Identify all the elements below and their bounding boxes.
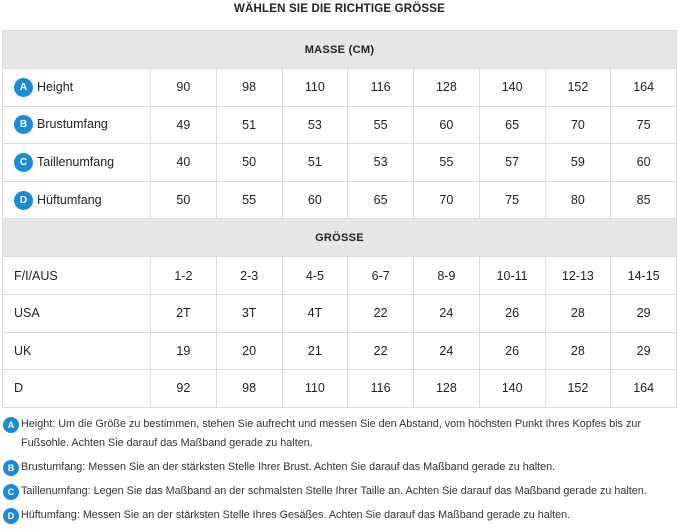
table-row-uk [3, 332, 677, 370]
table-cell: 21 [282, 332, 348, 370]
table-cell: 116 [348, 370, 414, 408]
size-chart-table [2, 30, 677, 408]
table-cell: 2T [151, 294, 217, 332]
table-cell: 1-2 [151, 257, 217, 295]
table-cell: 152 [545, 69, 611, 107]
table-cell: 110 [282, 370, 348, 408]
table-cell: 24 [414, 332, 480, 370]
row-label: UK [3, 332, 151, 370]
section-header-sizes [3, 219, 677, 257]
row-label [3, 69, 151, 107]
table-cell: 28 [545, 332, 611, 370]
table-cell: 28 [545, 294, 611, 332]
table-cell: 70 [414, 181, 480, 219]
table-cell: 140 [479, 370, 545, 408]
table-row-usa [3, 294, 677, 332]
table-cell: 164 [611, 69, 677, 107]
table-cell: 57 [479, 144, 545, 182]
table-cell: 164 [611, 370, 677, 408]
table-cell: 59 [545, 144, 611, 182]
letter-badge-d-icon: D [14, 191, 33, 210]
letter-badge-b-icon: B [14, 115, 33, 134]
table-cell: 24 [414, 294, 480, 332]
table-cell: 22 [348, 294, 414, 332]
row-label: D [3, 370, 151, 408]
row-label-text: Height [37, 79, 74, 94]
table-cell: 90 [151, 69, 217, 107]
note-text: Height: Um die Größe zu bestimmen, stehen Sie aufrecht und messen Sie den Abstand, vom höchsten Punkt Ihres Kopfes bis zur Fußsohle. Achten Sie darauf das Maßband gerade zu halten. [21, 418, 641, 449]
table-row-hueftumfang [3, 181, 677, 219]
table-row-d [3, 370, 677, 408]
table-cell: 4-5 [282, 257, 348, 295]
table-cell: 140 [479, 69, 545, 107]
row-label: F/I/AUS [3, 257, 151, 295]
table-cell: 60 [611, 144, 677, 182]
row-label-text: Hüftumfang [37, 192, 102, 207]
section-title-measures: MASSE (CM) [3, 31, 677, 69]
table-cell: 152 [545, 370, 611, 408]
table-cell: 20 [216, 332, 282, 370]
note-item-a [3, 415, 677, 453]
table-cell: 40 [151, 144, 217, 182]
row-label [3, 106, 151, 144]
table-cell: 55 [216, 181, 282, 219]
note-text: Brustumfang: Messen Sie an der stärksten Stelle Ihrer Brust. Achten Sie darauf das Maßband gerade zu halten. [21, 461, 556, 473]
row-label-text: Taillenumfang [37, 154, 115, 169]
table-cell: 26 [479, 332, 545, 370]
table-cell: 10-11 [479, 257, 545, 295]
table-cell: 116 [348, 69, 414, 107]
letter-badge-a-icon: A [14, 78, 33, 97]
row-label-text: Brustumfang [37, 117, 108, 132]
table-cell: 53 [348, 144, 414, 182]
table-cell: 65 [348, 181, 414, 219]
table-cell: 51 [216, 106, 282, 144]
table-cell: 12-13 [545, 257, 611, 295]
row-label: USA [3, 294, 151, 332]
table-cell: 60 [414, 106, 480, 144]
section-title-sizes: GRÖSSE [3, 219, 677, 257]
row-label [3, 181, 151, 219]
letter-badge-c-icon: C [3, 484, 19, 500]
table-cell: 26 [479, 294, 545, 332]
table-cell: 6-7 [348, 257, 414, 295]
table-cell: 80 [545, 181, 611, 219]
table-cell: 50 [216, 144, 282, 182]
note-text: Taillenumfang: Legen Sie das Maßband an der schmalsten Stelle Ihrer Taille an. Achten Sie darauf das Maßband gerade zu halten. [21, 485, 647, 497]
table-cell: 4T [282, 294, 348, 332]
table-cell: 128 [414, 69, 480, 107]
note-item-b [3, 458, 677, 477]
table-cell: 75 [479, 181, 545, 219]
table-cell: 3T [216, 294, 282, 332]
letter-badge-c-icon: C [14, 153, 33, 172]
table-cell: 92 [151, 370, 217, 408]
table-cell: 85 [611, 181, 677, 219]
letter-badge-d-icon: D [3, 508, 19, 524]
table-cell: 98 [216, 69, 282, 107]
table-row-fiaus [3, 257, 677, 295]
table-row-taillenumfang [3, 144, 677, 182]
table-cell: 128 [414, 370, 480, 408]
row-label [3, 144, 151, 182]
table-cell: 75 [611, 106, 677, 144]
table-cell: 19 [151, 332, 217, 370]
table-cell: 55 [414, 144, 480, 182]
table-cell: 50 [151, 181, 217, 219]
note-text: Hüftumfang: Messen Sie an der stärksten Stelle Ihres Gesäßes. Achten Sie darauf das Maßband gerade zu halten. [21, 509, 571, 521]
table-cell: 14-15 [611, 257, 677, 295]
table-row-height [3, 69, 677, 107]
table-cell: 110 [282, 69, 348, 107]
table-cell: 60 [282, 181, 348, 219]
table-cell: 70 [545, 106, 611, 144]
table-cell: 51 [282, 144, 348, 182]
table-cell: 49 [151, 106, 217, 144]
letter-badge-b-icon: B [3, 460, 19, 476]
page-title: WÄHLEN SIE DIE RICHTIGE GRÖSSE [233, 3, 446, 15]
table-cell: 98 [216, 370, 282, 408]
table-cell: 29 [611, 332, 677, 370]
letter-badge-a-icon: A [3, 417, 19, 433]
table-row-brustumfang [3, 106, 677, 144]
section-header-measures [3, 31, 677, 69]
table-cell: 22 [348, 332, 414, 370]
table-cell: 53 [282, 106, 348, 144]
table-cell: 29 [611, 294, 677, 332]
note-item-d [3, 506, 677, 525]
measurement-notes [3, 415, 677, 530]
table-cell: 55 [348, 106, 414, 144]
table-cell: 65 [479, 106, 545, 144]
note-item-c [3, 482, 677, 501]
table-cell: 2-3 [216, 257, 282, 295]
table-cell: 8-9 [414, 257, 480, 295]
